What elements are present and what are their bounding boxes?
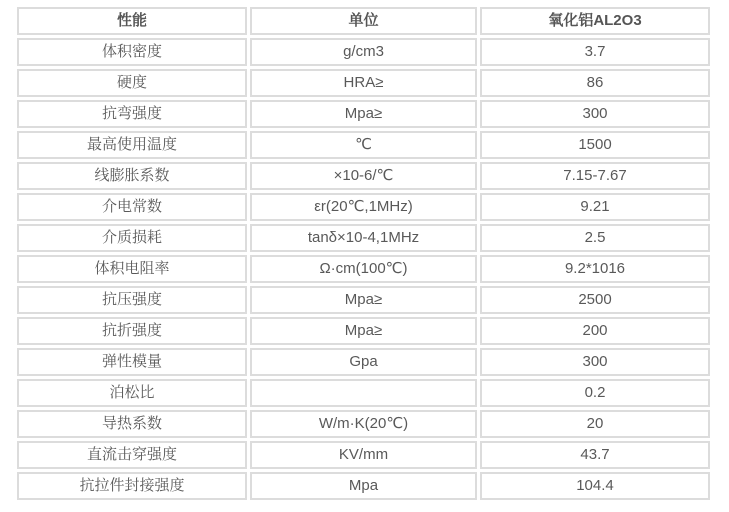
property-cell: 介质损耗 xyxy=(17,224,247,252)
property-cell: 直流击穿强度 xyxy=(17,441,247,469)
value-cell: 9.21 xyxy=(480,193,710,221)
property-cell: 抗拉件封接强度 xyxy=(17,472,247,500)
value-cell: 86 xyxy=(480,69,710,97)
column-header-property: 性能 xyxy=(17,7,247,35)
unit-cell: W/m·K(20℃) xyxy=(250,410,477,438)
property-cell: 泊松比 xyxy=(17,379,247,407)
unit-cell: Ω·cm(100℃) xyxy=(250,255,477,283)
property-cell: 导热系数 xyxy=(17,410,247,438)
value-cell: 7.15-7.67 xyxy=(480,162,710,190)
unit-cell: ×10-6/℃ xyxy=(250,162,477,190)
value-cell: 300 xyxy=(480,348,710,376)
table-row xyxy=(17,255,710,283)
table-row xyxy=(17,224,710,252)
property-cell: 抗弯强度 xyxy=(17,100,247,128)
unit-cell xyxy=(250,379,477,407)
material-properties-table xyxy=(14,4,713,503)
property-cell: 硬度 xyxy=(17,69,247,97)
value-cell: 0.2 xyxy=(480,379,710,407)
column-header-unit: 单位 xyxy=(250,7,477,35)
value-cell: 2500 xyxy=(480,286,710,314)
value-cell: 9.2*1016 xyxy=(480,255,710,283)
property-cell: 体积密度 xyxy=(17,38,247,66)
value-cell: 43.7 xyxy=(480,441,710,469)
table-row xyxy=(17,317,710,345)
property-cell: 线膨胀系数 xyxy=(17,162,247,190)
table-row xyxy=(17,410,710,438)
table-row xyxy=(17,38,710,66)
property-cell: 体积电阻率 xyxy=(17,255,247,283)
unit-cell: Gpa xyxy=(250,348,477,376)
property-cell: 最高使用温度 xyxy=(17,131,247,159)
table-row xyxy=(17,100,710,128)
value-cell: 104.4 xyxy=(480,472,710,500)
property-cell: 抗压强度 xyxy=(17,286,247,314)
property-cell: 介电常数 xyxy=(17,193,247,221)
unit-cell: Mpa≥ xyxy=(250,317,477,345)
unit-cell: Mpa xyxy=(250,472,477,500)
table-row xyxy=(17,69,710,97)
unit-cell: εr(20℃,1MHz) xyxy=(250,193,477,221)
table-row xyxy=(17,131,710,159)
unit-cell: KV/mm xyxy=(250,441,477,469)
table-row xyxy=(17,472,710,500)
unit-cell: g/cm3 xyxy=(250,38,477,66)
header-row xyxy=(17,7,710,35)
value-cell: 2.5 xyxy=(480,224,710,252)
table-row xyxy=(17,162,710,190)
unit-cell: ℃ xyxy=(250,131,477,159)
table-row xyxy=(17,348,710,376)
table-row xyxy=(17,379,710,407)
unit-cell: Mpa≥ xyxy=(250,286,477,314)
property-cell: 弹性模量 xyxy=(17,348,247,376)
unit-cell: HRA≥ xyxy=(250,69,477,97)
property-cell: 抗折强度 xyxy=(17,317,247,345)
unit-cell: Mpa≥ xyxy=(250,100,477,128)
value-cell: 20 xyxy=(480,410,710,438)
table-row xyxy=(17,441,710,469)
value-cell: 1500 xyxy=(480,131,710,159)
table-row xyxy=(17,193,710,221)
unit-cell: tanδ×10-4,1MHz xyxy=(250,224,477,252)
value-cell: 300 xyxy=(480,100,710,128)
table-row xyxy=(17,286,710,314)
value-cell: 200 xyxy=(480,317,710,345)
column-header-material: 氧化铝AL2O3 xyxy=(480,7,710,35)
value-cell: 3.7 xyxy=(480,38,710,66)
